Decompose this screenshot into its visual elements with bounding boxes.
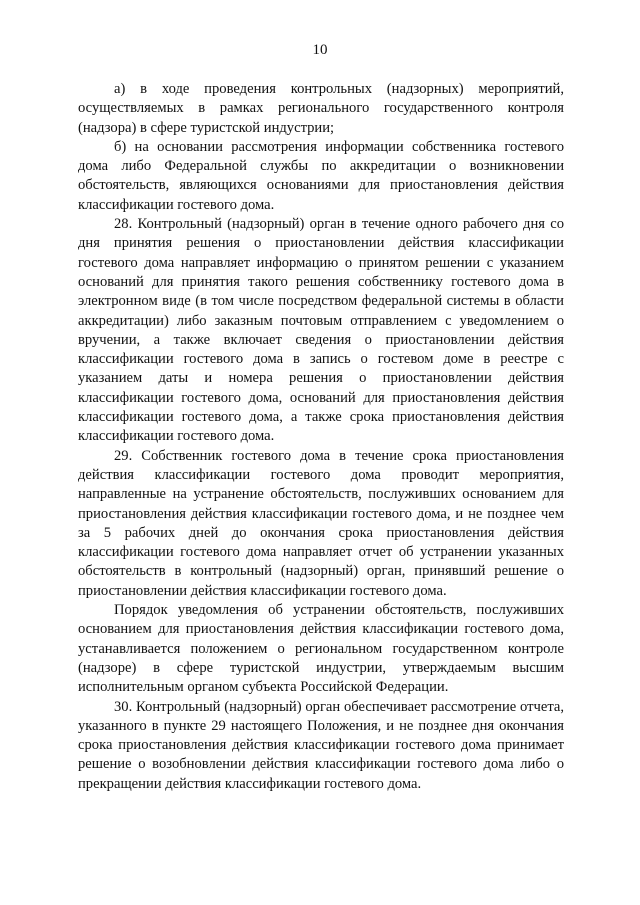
- document-body: [78, 80, 564, 794]
- paragraph-28: 28. Контрольный (надзорный) орган в течение одного рабочего дня со дня принятия решения о приостановлении действия классификации гостевого дома направляет информацию о принятом решении с указанием оснований для принятия такого решения собственнику гостевого дома в электронном виде (в том числе посредством федеральной системы в области аккредитации) либо заказным почтовым отправлением с уведомлением о вручении, а также включает сведения о приостановлении действия классификации гостевого дома в запись о гостевом доме в реестре с указанием даты и номера решения о приостановлении действия классификации гостевого дома, оснований для приостановления действия классификации гостевого дома, а также срока приостановления действия классификации гостевого дома.: [78, 216, 564, 445]
- paragraph-b: б) на основании рассмотрения информации собственника гостевого дома либо Федеральной службы по аккредитации о возникновении обстоятельств, являющихся основаниями для приостановления действия классификации гостевого дома.: [78, 138, 564, 213]
- paragraph-30: 30. Контрольный (надзорный) орган обеспечивает рассмотрение отчета, указанного в пункте 29 настоящего Положения, и не позднее дня окончания срока приостановления действия классификации гостевого дома принимает решение о возобновлении действия классификации гостевого дома либо о прекращении действия классификации гостевого дома.: [78, 698, 564, 792]
- paragraph-a: а) в ходе проведения контрольных (надзорных) мероприятий, осуществляемых в рамках регионального государственного контроля (надзора) в сфере туристской индустрии;: [78, 81, 564, 136]
- paragraph-29: 29. Собственник гостевого дома в течение срока приостановления действия классификации гостевого дома проводит мероприятия, направленные на устранение обстоятельств, послуживших основанием для приостановления действия классификации гостевого дома, и не позднее чем за 5 рабочих дней до окончания срока приостановления действия классификации гостевого дома направляет отчет об устранении указанных обстоятельств в контрольный (надзорный) орган, принявший решение о приостановлении действия классификации гостевого дома.: [78, 447, 564, 599]
- page-number: 10: [312, 42, 328, 58]
- paragraph-notification-procedure: Порядок уведомления об устранении обстоятельств, послуживших основанием для приостановления действия классификации гостевого дома, устанавливается положением о региональном государственном контроле (надзоре) в сфере туристской индустрии, утверждаемым высшим исполнительным органом субъекта Российской Федерации.: [78, 602, 564, 696]
